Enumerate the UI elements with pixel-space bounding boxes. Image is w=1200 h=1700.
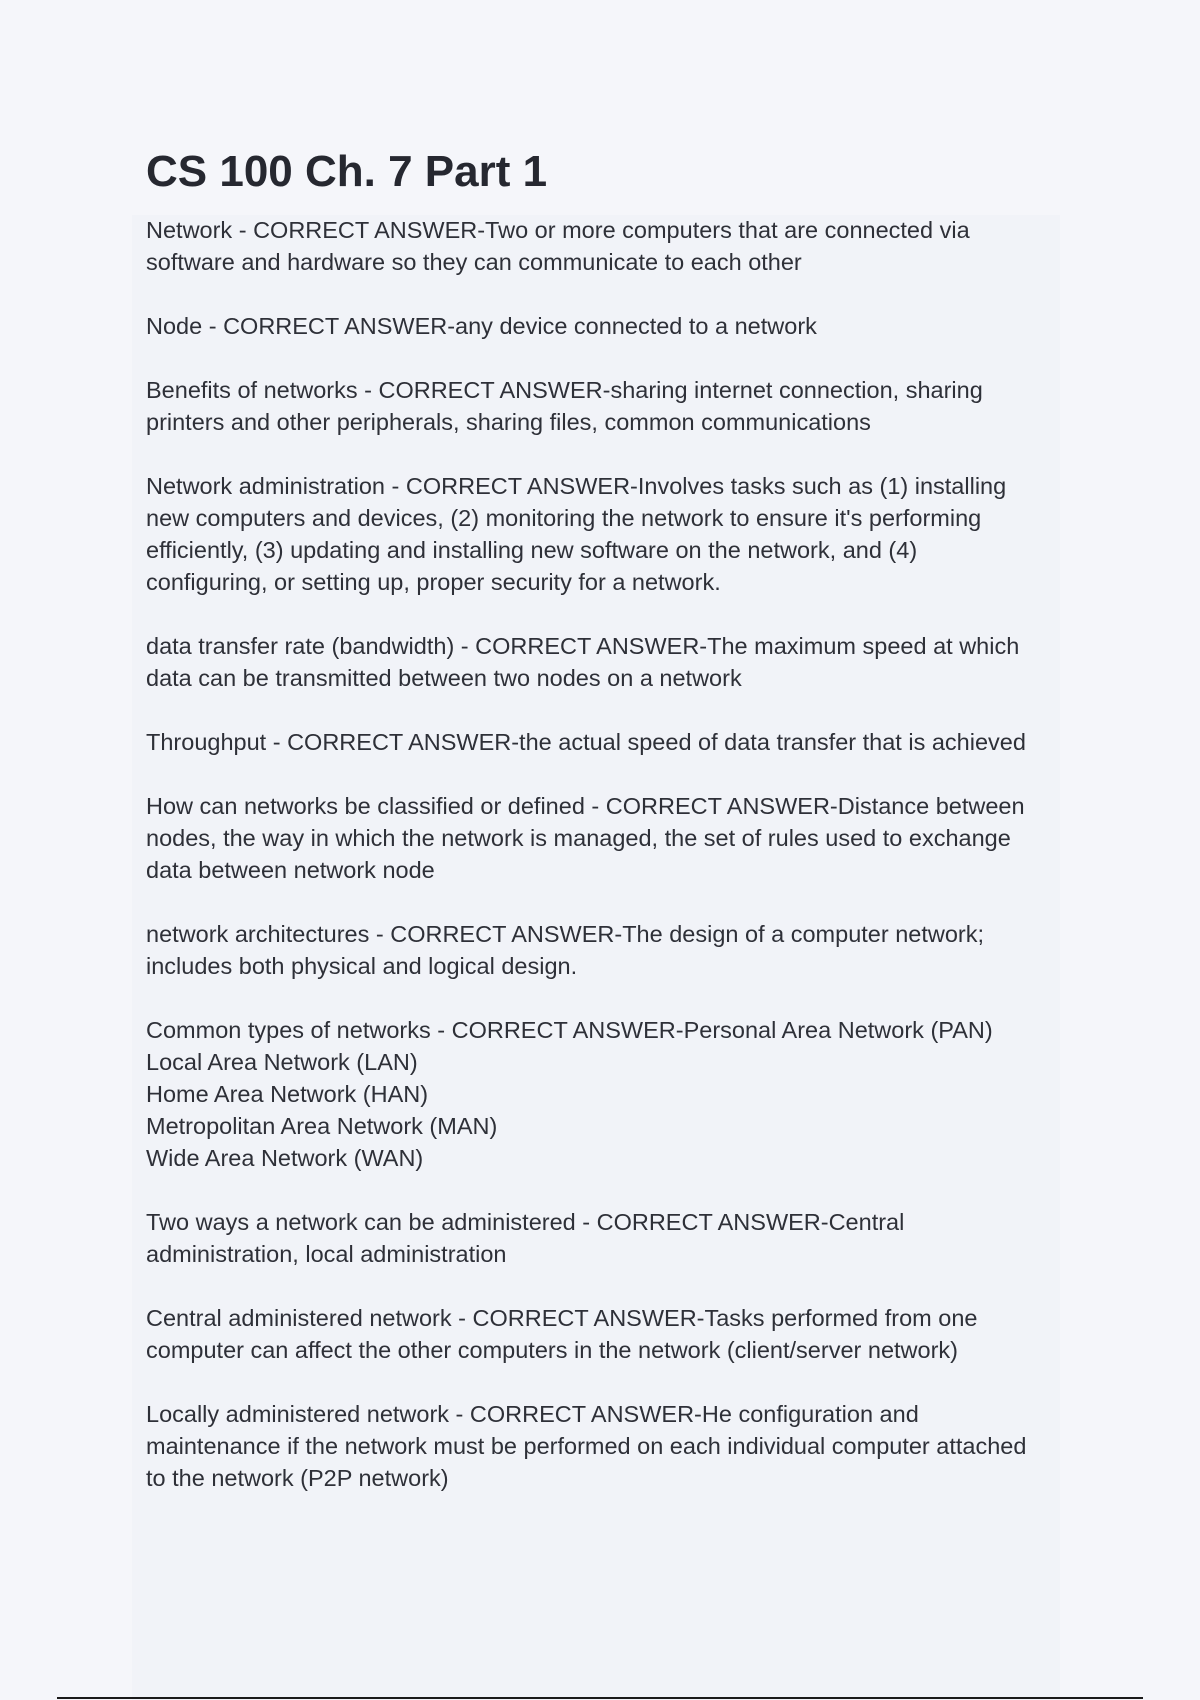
entry-text-line: network architectures - CORRECT ANSWER-The design of a computer network; [146,921,985,947]
entry-text-line: How can networks be classified or defined - CORRECT ANSWER-Distance between [146,793,1025,819]
entry-text-line: data can be transmitted between two nodes on a network [146,665,742,691]
flashcard-entry [146,918,1066,982]
document-title: CS 100 Ch. 7 Part 1 [146,147,548,196]
flashcard-entry [146,470,1066,598]
page-bottom-rule [57,1697,1143,1699]
entry-text-line: Node - CORRECT ANSWER-any device connected to a network [146,313,817,339]
flashcard-entry [146,1014,1066,1174]
entry-text-line: Wide Area Network (WAN) [146,1145,424,1171]
entry-list [146,214,1066,1494]
entry-text-line: data between network node [146,857,435,883]
entry-text-line: Throughput - CORRECT ANSWER-the actual speed of data transfer that is achieved [146,729,1026,755]
entry-text-line: maintenance if the network must be performed on each individual computer attached [146,1433,1027,1459]
entry-text-line: to the network (P2P network) [146,1465,449,1491]
flashcard-entry [146,374,1066,438]
flashcard-entry [146,310,1066,342]
entry-text-line: Home Area Network (HAN) [146,1081,429,1107]
entry-text-line: Local Area Network (LAN) [146,1049,418,1075]
entry-text-line: Metropolitan Area Network (MAN) [146,1113,498,1139]
entry-text-line: printers and other peripherals, sharing files, common communications [146,409,871,435]
entry-text-line: Benefits of networks - CORRECT ANSWER-sharing internet connection, sharing [146,377,983,403]
entry-text-line: Locally administered network - CORRECT ANSWER-He configuration and [146,1401,919,1427]
flashcard-entry [146,1302,1066,1366]
flashcard-entry [146,1206,1066,1270]
flashcard-entry [146,1398,1066,1494]
entry-text-line: Network - CORRECT ANSWER-Two or more computers that are connected via [146,217,970,243]
entry-text-line: Common types of networks - CORRECT ANSWER-Personal Area Network (PAN) [146,1017,993,1043]
entry-text-line: administration, local administration [146,1241,507,1267]
entry-text-line: Network administration - CORRECT ANSWER-Involves tasks such as (1) installing [146,473,1007,499]
entry-text-line: computer can affect the other computers in the network (client/server network) [146,1337,958,1363]
entry-text-line: Two ways a network can be administered - CORRECT ANSWER-Central [146,1209,905,1235]
flashcard-entry [146,726,1066,758]
entry-text-line: configuring, or setting up, proper security for a network. [146,569,721,595]
entry-text-line: nodes, the way in which the network is managed, the set of rules used to exchange [146,825,1011,851]
flashcard-entry [146,630,1066,694]
entry-text-line: data transfer rate (bandwidth) - CORRECT ANSWER-The maximum speed at which [146,633,1020,659]
entry-text-line: efficiently, (3) updating and installing new software on the network, and (4) [146,537,918,563]
entry-text-line: new computers and devices, (2) monitoring the network to ensure it's performing [146,505,982,531]
flashcard-entry [146,214,1066,278]
flashcard-entry [146,790,1066,886]
entry-text-line: Central administered network - CORRECT ANSWER-Tasks performed from one [146,1305,978,1331]
entry-text-line: includes both physical and logical design. [146,953,578,979]
document-content [146,147,1066,1526]
entry-text-line: software and hardware so they can communicate to each other [146,249,802,275]
